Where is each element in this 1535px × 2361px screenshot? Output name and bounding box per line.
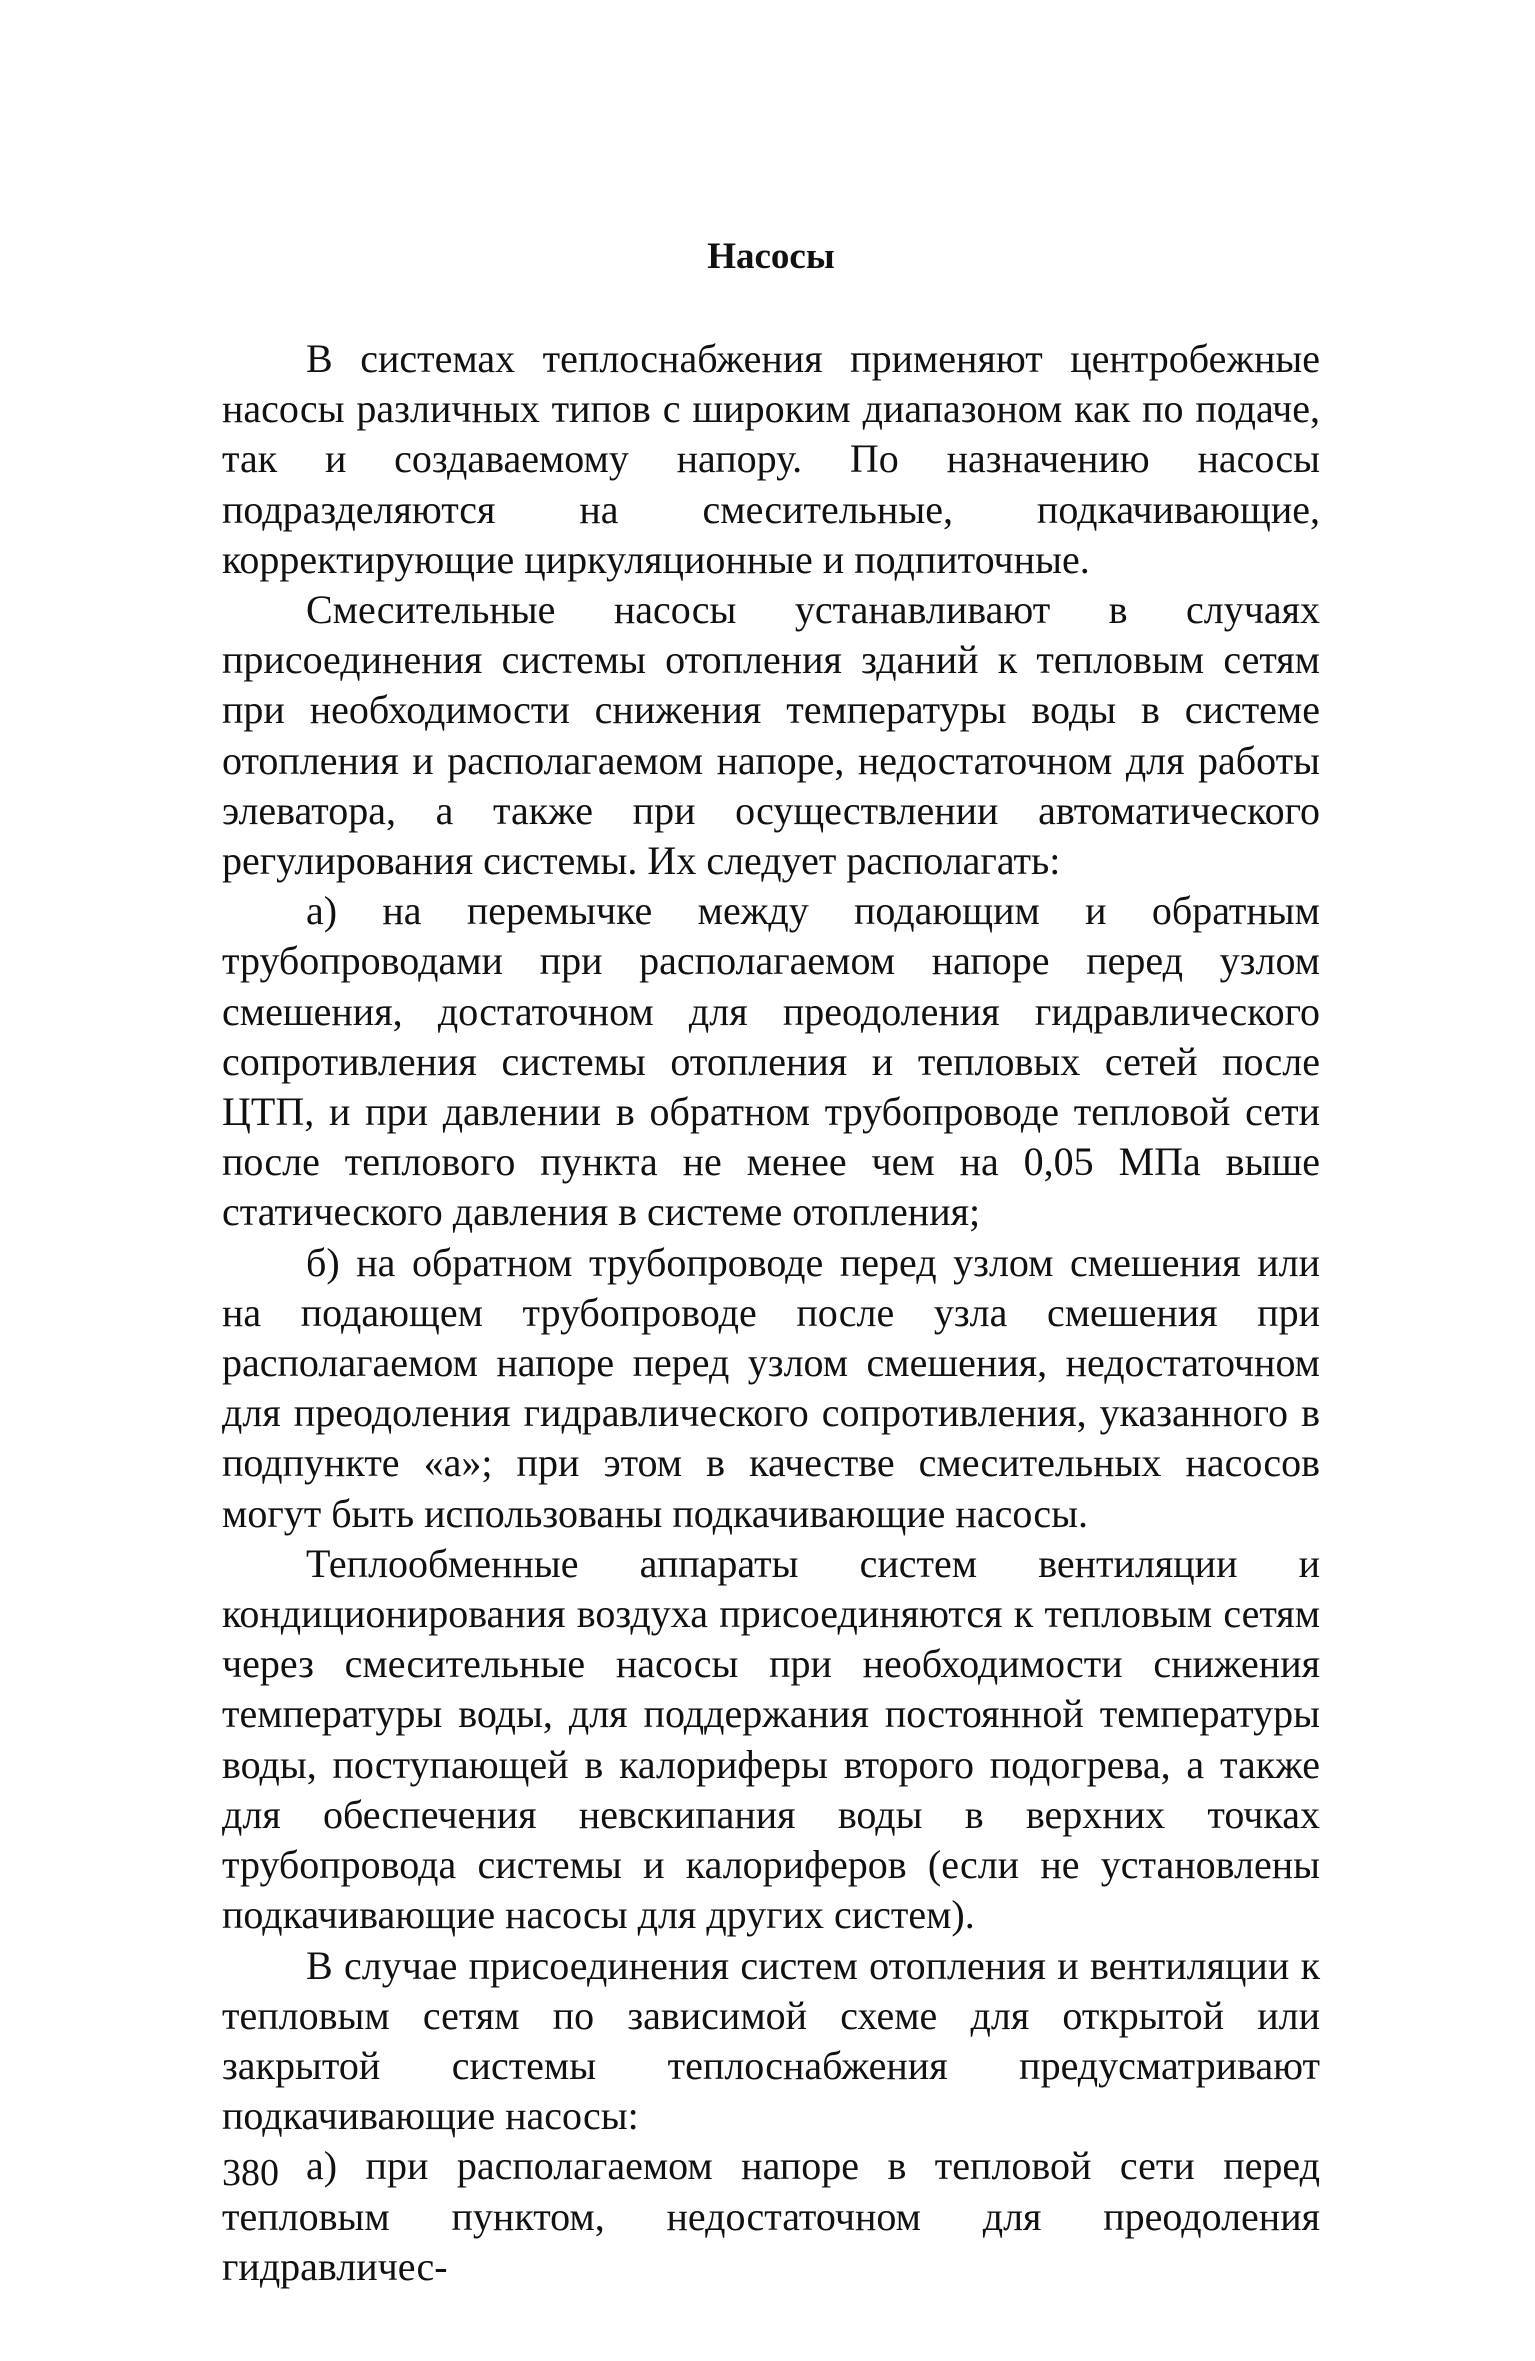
paragraph-intro: В системах теплоснабжения применяют центробежные насосы различных типов с широким диапазоном как по подаче, так и создаваемому напору. По назначению насосы подразделяются на смесительные, подкачивающие, корректирующие циркуляционные и подпиточные.: [222, 336, 1320, 582]
list-item-b: б) на обратном трубопроводе перед узлом смешения или на подающем трубопроводе после узла смешения при располагаемом напоре перед узлом смешения, недостаточном для преодоления гидравлического сопротивления, указанного в подпункте «а»; при этом в качестве смесительных насосов могут быть использованы подкачивающие насосы.: [222, 1239, 1320, 1536]
list-item-a: а) на перемычке между подающим и обратным трубопроводами при располагаемом напоре перед узлом смешения, достаточном для преодоления гидравлического сопротивления системы отопления и тепловых сетей после ЦТП, и при давлении в обратном трубопроводе тепловой сети после теплового пункта не менее чем на 0,05 МПа выше статического давления в системе отопления;: [222, 888, 1320, 1235]
paragraph-mixing-pumps: Смесительные насосы устанавливают в случаях присоединения системы отопления зданий к тепловым сетям при необходимости снижения температуры воды в системе отопления и располагаемом напоре, недостаточном для работы элеватора, а также при осуществлении автоматического регулирования системы. Их следует располагать:: [222, 587, 1320, 884]
body-text: [222, 334, 1320, 2292]
section-title: Насосы: [707, 236, 835, 277]
paragraph-booster-pumps: В случае присоединения систем отопления и вентиляции к тепловым сетям по зависимой схеме для открытой или закрытой системы теплоснабжения предусматривают подкачивающие насосы:: [222, 1942, 1320, 2139]
list-item-a-booster: а) при располагаемом напоре в тепловой сети перед тепловым пунктом, недостаточном для преодоления гидравличес-: [222, 2143, 1320, 2289]
paragraph-heat-exchangers: Теплообменные аппараты систем вентиляции и кондиционирования воздуха присоединяются к тепловым сетям через смесительные насосы при необходимости снижения температуры воды, для поддержания постоянной температуры воды, поступающей в калориферы второго подогрева, а также для обеспечения невскипания воды в верхних точках трубопровода системы и калориферов (если не установлены подкачивающие насосы для других систем).: [222, 1540, 1320, 1938]
page-number: 380: [222, 2152, 279, 2194]
book-page: [222, 0, 1320, 2361]
